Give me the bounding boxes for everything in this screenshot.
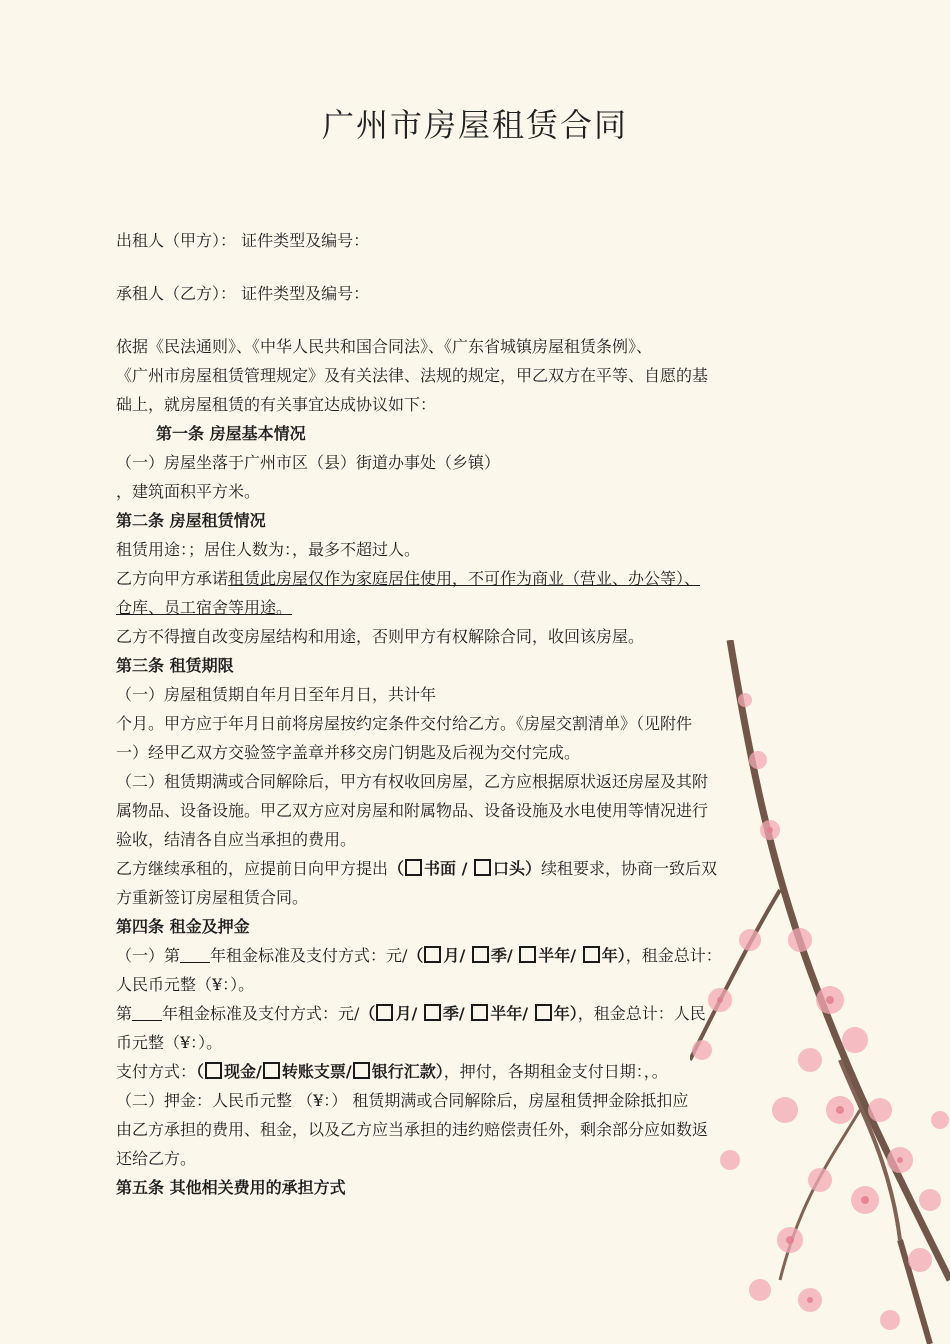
verbal-option-label: 口头）	[493, 859, 542, 878]
season-checkbox[interactable]	[472, 946, 489, 963]
bank-remittance-checkbox[interactable]	[353, 1062, 370, 1079]
article-3-line: 方重新签订房屋租赁合同。	[116, 888, 309, 907]
half-year-label: 半年/	[538, 946, 582, 965]
article-5-heading: 第五条 其他相关费用的承担方式	[116, 1178, 346, 1197]
preamble-line: 依据《民法通则》、《中华人民共和国合同法》、《广东省城镇房屋租赁条例》、	[116, 337, 653, 356]
article-1-line: （一）房屋坐落于广州市区（县）街道办事处（乡镇）	[116, 453, 501, 472]
article-3-line: 属物品、设备设施。甲乙双方应对房屋和附属物品、设备设施及水电使用等情况进行	[116, 801, 709, 820]
payment-method-text: 支付方式：	[116, 1062, 197, 1081]
season-label: 季/	[490, 946, 519, 965]
rent-text: 年租金标准及支付方式：元/	[210, 946, 408, 965]
season-checkbox[interactable]	[424, 1004, 441, 1021]
year-label: 年）	[601, 946, 626, 965]
month-label: 月/	[443, 946, 471, 965]
period-paren: （	[407, 946, 424, 965]
usage-restriction-text: 租赁此房屋仅作为家庭居住使用，不可作为商业（营业、办公等）、	[228, 569, 701, 588]
article-2-heading: 第二条 房屋租赁情况	[116, 511, 266, 530]
plum-blossom-decoration	[690, 640, 950, 1344]
article-3-line: 验收，结清各自应当承担的费用。	[116, 830, 357, 849]
half-year-checkbox[interactable]	[471, 1004, 488, 1021]
article-4-line: 人民币元整（¥：）。	[116, 975, 255, 994]
usage-restriction-text: 仓库、员工宿舍等用途。	[116, 598, 293, 617]
half-year-checkbox[interactable]	[519, 946, 536, 963]
rent-text: 第	[116, 1004, 133, 1023]
transfer-cheque-checkbox[interactable]	[263, 1062, 280, 1079]
article-2-text: 乙方向甲方承诺	[116, 569, 229, 588]
year-checkbox[interactable]	[583, 946, 600, 963]
article-1-line: ，建筑面积平方米。	[116, 482, 261, 501]
half-year-label: 半年/	[490, 1004, 534, 1023]
rent-text: 年租金标准及支付方式：元/	[162, 1004, 360, 1023]
article-4-line: 币元整（¥：）。	[116, 1033, 223, 1052]
article-2-line: 乙方不得擅自改变房屋结构和用途，否则甲方有权解除合同，收回该房屋。	[116, 627, 645, 646]
rent-total-text: ，租金总计：人民	[577, 1004, 706, 1023]
written-option-label: 书面 /	[424, 859, 474, 878]
lessee-line: 承租人（乙方）： 证件类型及编号：	[116, 284, 370, 303]
payment-paren: （	[196, 1062, 205, 1081]
article-4-line: 还给乙方。	[116, 1149, 197, 1168]
rent-total-text: ，租金总计：	[625, 946, 722, 965]
preamble-line: 础上，就房屋租赁的有关事宜达成协议如下：	[116, 395, 437, 414]
year-blank[interactable]	[132, 1004, 162, 1021]
payment-date-text: ，押付，各期租金支付日期：，。	[443, 1062, 668, 1081]
year-blank[interactable]	[180, 946, 210, 963]
lessor-line: 出租人（甲方）： 证件类型及编号：	[116, 231, 370, 250]
month-label: 月/	[395, 1004, 423, 1023]
article-3-line: （一）房屋租赁期自年月日至年月日，共计年	[116, 685, 437, 704]
renewal-text: 续租要求，协商一致后双	[541, 859, 718, 878]
year-checkbox[interactable]	[535, 1004, 552, 1021]
article-4-line: （二）押金：人民币元整 （¥：） 租赁期满或合同解除后，房屋租赁押金除抵扣应	[116, 1091, 689, 1110]
rent-text: （一）第	[116, 946, 181, 965]
month-checkbox[interactable]	[376, 1004, 393, 1021]
transfer-cheque-label: 转账支票/	[281, 1062, 352, 1081]
cash-checkbox[interactable]	[205, 1062, 222, 1079]
bank-remittance-label: 银行汇款）	[371, 1062, 444, 1081]
article-3-heading: 第三条 租赁期限	[116, 656, 234, 675]
article-2-line	[116, 593, 831, 622]
article-4-line: 由乙方承担的费用、租金，以及乙方应当承担的违约赔偿责任外，剩余部分应如数返	[116, 1120, 709, 1139]
renewal-text: 乙方继续承租的，应提前日向甲方提出	[116, 859, 389, 878]
cash-label: 现金/	[224, 1062, 262, 1081]
document-title: 广州市房屋租赁合同	[321, 106, 628, 144]
season-label: 季/	[442, 1004, 471, 1023]
preamble-line: 《广州市房屋租赁管理规定》及有关法律、法规的规定，甲乙双方在平等、自愿的基	[116, 366, 709, 385]
article-2-line	[116, 564, 831, 593]
month-checkbox[interactable]	[424, 946, 441, 963]
article-3-line: 个月。甲方应于年月日前将房屋按约定条件交付给乙方。《房屋交割清单》（见附件	[116, 714, 693, 733]
renewal-paren: （	[388, 859, 405, 878]
article-1-heading: 第一条 房屋基本情况	[156, 424, 306, 443]
article-2-line: 租赁用途：；居住人数为：，最多不超过人。	[116, 540, 421, 559]
article-4-heading: 第四条 租金及押金	[116, 917, 250, 936]
written-checkbox[interactable]	[405, 859, 422, 876]
verbal-checkbox[interactable]	[474, 859, 491, 876]
article-3-line: （二）租赁期满或合同解除后，甲方有权收回房屋，乙方应根据原状返还房屋及其附	[116, 772, 709, 791]
article-3-line: 一）经甲乙双方交验签字盖章并移交房门钥匙及后视为交付完成。	[116, 743, 581, 762]
period-paren: （	[359, 1004, 376, 1023]
year-label: 年）	[553, 1004, 578, 1023]
